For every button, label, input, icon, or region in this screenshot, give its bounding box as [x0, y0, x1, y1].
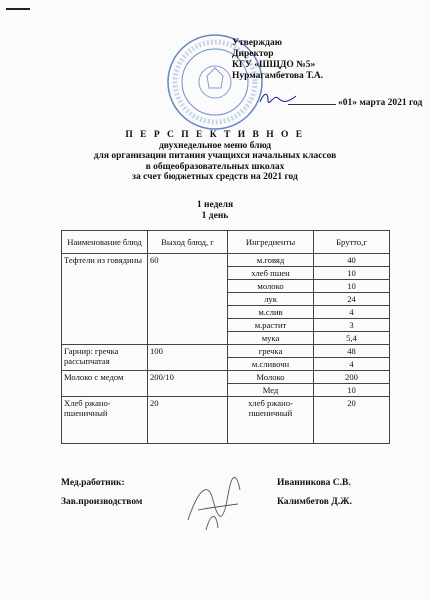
- corner-dash: [6, 8, 30, 10]
- header-dish-name: Наименование блюд: [62, 231, 148, 254]
- ingredient-gross: 4: [314, 358, 390, 371]
- ingredient-gross: 10: [314, 384, 390, 397]
- header-line-2: для организации питания учащихся начальных классов: [93, 151, 337, 161]
- ingredient-name: м.говяд: [228, 254, 314, 267]
- dish-name: Тефтели из говядины: [62, 254, 148, 345]
- week-line: [0, 200, 430, 211]
- table-header-row: [62, 231, 390, 254]
- ingredient-gross: 10: [314, 267, 390, 280]
- dish-output: 60: [148, 254, 228, 345]
- week-day-block: [0, 200, 430, 222]
- ingredient-gross: 5,4: [314, 332, 390, 345]
- ingredient-gross: 20: [314, 397, 390, 444]
- header-gross: Брутто,г: [314, 231, 390, 254]
- ingredient-name: гречка: [228, 345, 314, 358]
- menu-table: [61, 230, 390, 444]
- table-row: [62, 345, 390, 358]
- dish-name: Гарнир: гречка рассыпчатая: [62, 345, 148, 371]
- handwritten-signature: [178, 470, 248, 535]
- ingredient-name: молоко: [228, 280, 314, 293]
- header-ingredients: Ингредиенты: [228, 231, 314, 254]
- dish-output: 20: [148, 397, 228, 444]
- ingredient-gross: 4: [314, 306, 390, 319]
- ingredient-name: м.слив: [228, 306, 314, 319]
- approve-label: Утверждаю: [232, 38, 282, 48]
- ingredient-name: Молоко: [228, 371, 314, 384]
- dish-name: Хлеб ржано-пшеничный: [62, 397, 148, 444]
- nurse-name: Иванникова С.В.: [277, 478, 351, 488]
- approval-date: «01» марта 2021 год: [338, 98, 423, 108]
- week-number: 1: [196, 200, 202, 210]
- dish-output: 200/10: [148, 371, 228, 397]
- ingredient-gross: 40: [314, 254, 390, 267]
- dish-output: 100: [148, 345, 228, 371]
- nurse-label: Мед.работник:: [61, 478, 125, 488]
- ingredient-gross: 10: [314, 280, 390, 293]
- ingredient-gross: 3: [314, 319, 390, 332]
- document-title: П Е Р С П Е К Т И В Н О Е: [125, 130, 305, 140]
- day-label: 1 день: [201, 211, 229, 221]
- ingredient-name: хлеб ржано-пшеничный: [228, 397, 314, 444]
- manager-name: Калимбетов Д.Ж.: [277, 497, 352, 507]
- header-line-4: за счет бюджетных средств на 2021 год: [132, 172, 298, 182]
- header-line-3: в общеобразовательных школах: [145, 161, 285, 172]
- table-row: [62, 371, 390, 384]
- table-row: [62, 397, 390, 444]
- ingredient-name: м.сливочн: [228, 358, 314, 371]
- ingredient-gross: 48: [314, 345, 390, 358]
- document-header: [0, 130, 430, 183]
- ingredient-gross: 24: [314, 293, 390, 306]
- ingredient-name: лук: [228, 293, 314, 306]
- ingredient-name: мука: [228, 332, 314, 345]
- director-name: Нурмагамбетова Т.А.: [232, 71, 324, 81]
- organization-name: КГУ «ШЩДО №5»: [232, 60, 316, 70]
- ingredient-name: хлеб пшен: [228, 267, 314, 280]
- ingredient-name: м.растит: [228, 319, 314, 332]
- header-line-1: двухнедельное меню блюд: [158, 140, 272, 151]
- director-position: Директор: [232, 49, 274, 59]
- week-label: неделя: [204, 200, 234, 210]
- dish-name: Молоко с медом: [62, 371, 148, 397]
- ingredient-name: Мед: [228, 384, 314, 397]
- manager-label: Зав.производством: [61, 497, 143, 507]
- approval-date-line: [288, 98, 422, 109]
- header-output: Выход блюд, г: [148, 231, 228, 254]
- director-signature: [258, 90, 298, 106]
- ingredient-gross: 200: [314, 371, 390, 384]
- table-row: [62, 254, 390, 267]
